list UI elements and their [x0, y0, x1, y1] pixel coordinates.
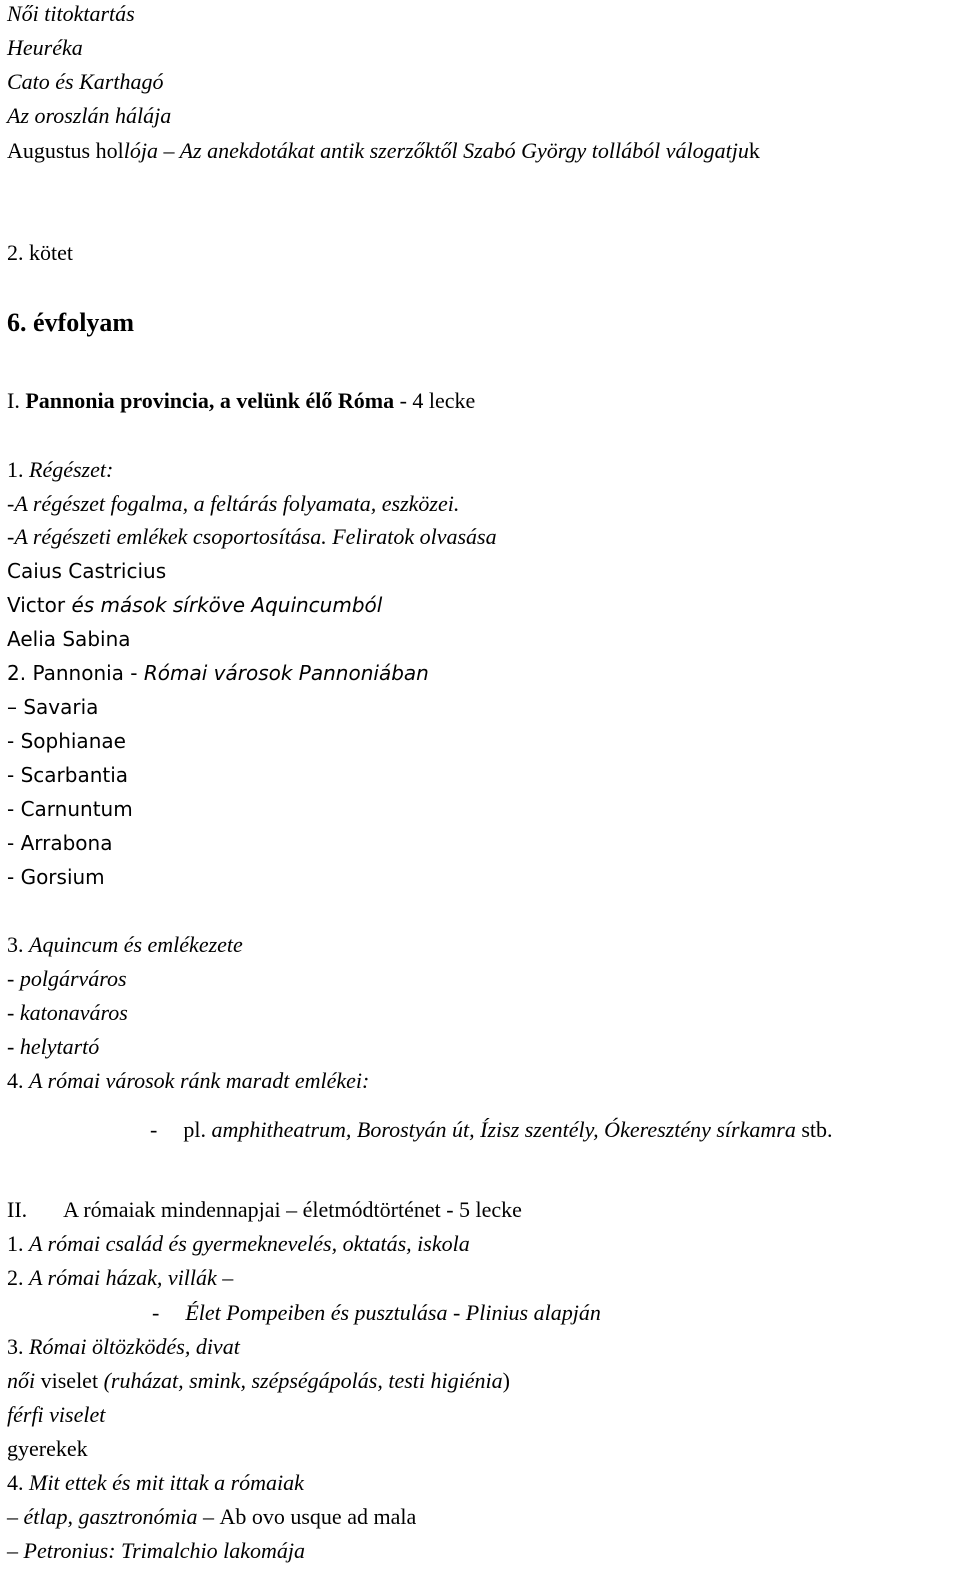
section-2-heading: II. A rómaiak mindennapjai – életmódtörténet - 5 lecke	[7, 1197, 522, 1222]
petronius-line: – Petronius: Trimalchio lakomája	[7, 1538, 306, 1563]
town-item: - Gorsium	[7, 865, 105, 889]
title-oroszlan: Az oroszlán hálája	[7, 103, 172, 128]
noi-viselet: női viselet (ruházat, smink, szépségápolás, testi higiénia)	[7, 1368, 510, 1393]
topic-1-1a: -A régészet fogalma, a feltárás folyamata, eszközei.	[7, 491, 460, 516]
topic-1-3: 3. Aquincum és emlékezete	[7, 932, 243, 957]
topic-2-2: 2. A római házak, villák –	[7, 1265, 234, 1290]
town-item: – Savaria	[7, 695, 99, 719]
title-heureka: Heuréka	[7, 35, 83, 60]
town-item: - Carnuntum	[7, 797, 133, 821]
town-item: - Scarbantia	[7, 763, 129, 787]
aelia-line: Aelia Sabina	[7, 627, 131, 651]
aquincum-item: - polgárváros	[7, 966, 127, 991]
caius-line: Caius Castricius	[7, 559, 167, 583]
title-noi-titoktartas: Női titoktartás	[7, 1, 135, 26]
town-item: - Sophianae	[7, 729, 126, 753]
aquincum-item: - helytartó	[7, 1034, 100, 1059]
town-item: - Arrabona	[7, 831, 113, 855]
victor-line: Victor és mások sírköve Aquincumból	[7, 593, 383, 617]
etlap-line: – étlap, gasztronómia – Ab ovo usque ad mala	[7, 1504, 417, 1529]
evfolyam-heading: 6. évfolyam	[7, 308, 135, 337]
topic-2-3: 3. Római öltözködés, divat	[7, 1334, 240, 1359]
section-1-heading: I. Pannonia provincia, a velünk élő Róma - 4 lecke	[7, 388, 476, 413]
ferfi-viselet: férfi viselet	[7, 1402, 106, 1427]
augustus-line: Augustus hollója – Az anekdotákat antik szerzőktől Szabó György tollából válogatjuk	[7, 138, 760, 163]
gyerekek-line: gyerekek	[7, 1436, 88, 1461]
topic-2-2a: - Élet Pompeiben és pusztulása - Plinius alapján	[152, 1300, 601, 1325]
topic-2-1: 1. A római család és gyermeknevelés, oktatás, iskola	[7, 1231, 470, 1256]
topic-1-1b: -A régészeti emlékek csoportosítása. Feliratok olvasása	[7, 524, 497, 549]
topic-1-2: 2. Pannonia - Római városok Pannoniában	[7, 661, 429, 685]
title-cato: Cato és Karthagó	[7, 69, 164, 94]
topic-1-1: 1. Régészet:	[7, 457, 114, 482]
topic-2-4: 4. Mit ettek és mit ittak a rómaiak	[7, 1470, 304, 1495]
kotet-line: 2. kötet	[7, 240, 73, 265]
topic-1-4: 4. A római városok ránk maradt emlékei:	[7, 1068, 370, 1093]
aquincum-item: - katonaváros	[7, 1000, 128, 1025]
topic-1-4a: - pl. amphitheatrum, Borostyán út, Ízisz szentély, Ókeresztény sírkamra stb.	[150, 1117, 833, 1142]
